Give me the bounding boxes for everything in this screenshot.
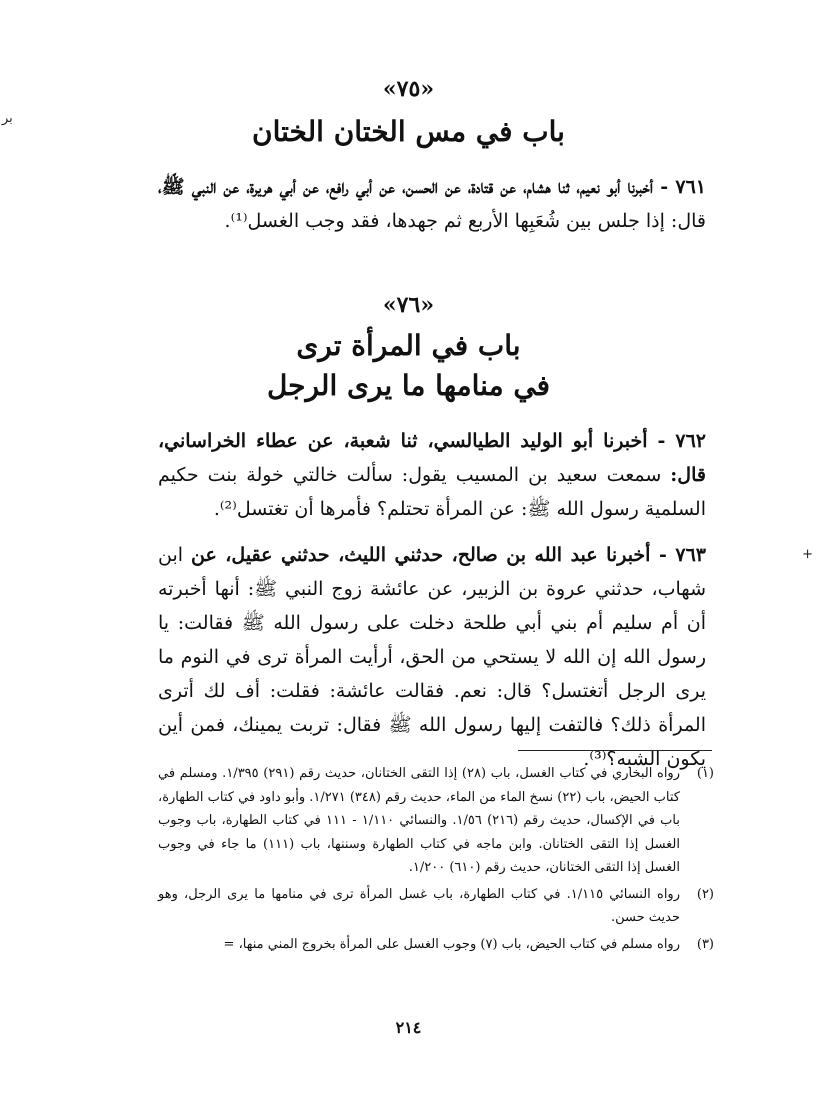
hadith-762-isnad: ٧٦٢ - أخبرنا أبو الوليد الطيالسي، ثنا شعبة، عن عطاء الخراساني، قال: <box>158 430 706 486</box>
hadith-762-matn: سمعت سعيد بن المسيب يقول: سألت خالتي خولة بنت حكيم السلمية رسول الله ﷺ: عن المرأة تحتلم؟ فأمرها أن تغتسل⁽²⁾. <box>158 464 706 520</box>
footnote-2 <box>158 883 714 930</box>
margin-mark-top: بر <box>2 111 13 126</box>
footnote-2-text: رواه النسائي ١/١١٥. في كتاب الطهارة، باب غسل المرأة ترى في منامها ما يرى الرجل، وهو حديث حسن. <box>158 886 680 925</box>
footnotes <box>158 762 714 959</box>
page-number: ٢١٤ <box>395 1018 422 1037</box>
hadith-763-matn: ابن شهاب، حدثني عروة بن الزبير، عن عائشة زوج النبي ﷺ: أنها أخبرته أن أم سليم أم بني أبي طلحة دخلت على رسول الله ﷺ فقالت: يا رسول الله إن الله لا يستحي من الحق، أرأيت المرأة ترى في النوم ما يرى الرجل أتغتسل؟ قال: نعم. فقالت عائشة: فقلت: أف لك أترى المرأة ذلك؟ فالتفت إليها رسول الله ﷺ فقال: تربت يمينك، فمن أين يكون الشبه؟⁽³⁾. <box>158 544 706 770</box>
hadith-761 <box>158 170 706 238</box>
hadith-762 <box>158 424 706 526</box>
footnote-1-text: رواه البخاري في كتاب الغسل، باب (٢٨) إذا التقى الختانان، حديث رقم (٢٩١) ١/٣٩٥. ومسلم في كتاب الحيض، باب (٢٢) نسخ الماء من الماء، حديث رقم (٣٤٨) ١/٢٧١. وأبو داود في كتاب الطهارة، باب في الإكسال، حديث رقم (٢١٦) ١/٥٦. والنسائي ١/١١٠ - ١١١ في كتاب الطهارة، باب وجوب الغسل إذا التقى الختانان. وابن ماجه في كتاب الطهارة وسننها، باب (١١١) ما جاء في وجوب الغسل إذا التقى الختانان، حديث رقم (٦١٠) ١/٢٠٠. <box>158 766 681 875</box>
chapter-title-76-line2: في منامها ما يرى الرجل <box>266 369 551 402</box>
footnote-2-number: (٢) <box>696 886 714 902</box>
footnote-1-number: (١) <box>696 766 714 781</box>
margin-mark-middle: + <box>802 547 813 562</box>
footnote-separator <box>518 750 712 751</box>
footnote-3-text: رواه مسلم في كتاب الحيض، باب (٧) وجوب الغسل على المرأة بخروج المني منها، = <box>223 936 680 952</box>
chapter-title-76-line1: باب في المرأة ترى <box>296 329 521 362</box>
hadith-763 <box>158 538 706 776</box>
footnote-3-number: (٣) <box>696 936 714 952</box>
hadith-761-isnad: ٧٦١ - أخبرنا أبو نعيم، ثنا هشام، عن قتادة، عن الحسن، عن أبي رافع، عن أبي هريرة، عن النبي ﷺ، <box>158 176 706 198</box>
hadith-761-matn: قال: إذا جلس بين شُعَبِها الأربع ثم جهدها، فقد وجب الغسل⁽¹⁾. <box>224 210 706 232</box>
chapter-number-75: «٧٥» <box>382 76 435 102</box>
hadith-763-isnad: ٧٦٣ - أخبرنا عبد الله بن صالح، حدثني الليث، حدثني عقيل، عن <box>190 544 706 566</box>
chapter-title-75: باب في مس الختان الختان <box>252 115 565 148</box>
footnote-1 <box>158 762 714 880</box>
footnote-3 <box>158 933 714 957</box>
chapter-number-76: «٧٦» <box>382 292 435 318</box>
